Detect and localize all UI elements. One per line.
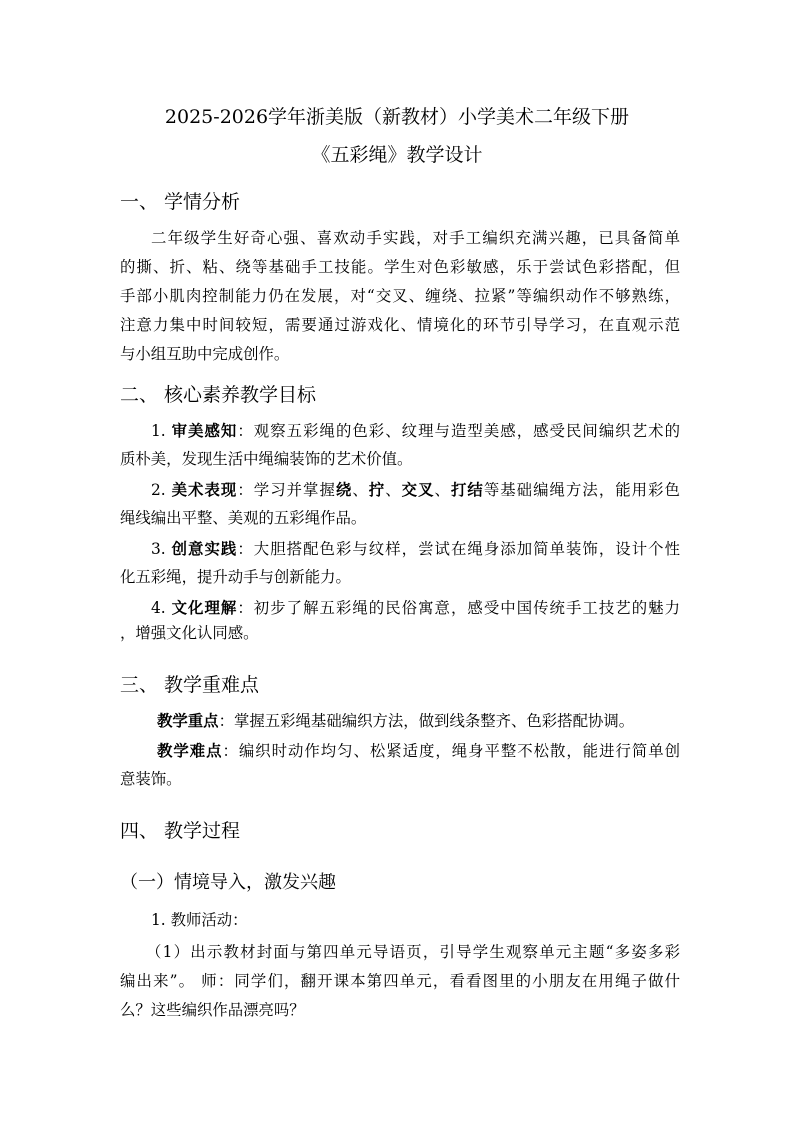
technique-keyword: 打结 (450, 481, 484, 499)
technique-keyword: 绕 (335, 481, 353, 499)
goal-label: 美术表现 (171, 481, 238, 499)
separator: 、 (385, 481, 402, 499)
goal-label: 创意实践 (171, 540, 238, 558)
goal-text: ：学习并掌握 (237, 481, 336, 499)
key-point-text: ：掌握五彩绳基础编织方法，做到线条整齐、色彩搭配协调。 (218, 712, 635, 730)
goal-3 (120, 539, 680, 559)
technique-keyword: 拧 (368, 481, 386, 499)
difficult-point-continued: 意装饰。 (120, 770, 182, 788)
paragraph-line: 的撕、折、粘、绕等基础手工技能。学生对色彩敏感，乐于尝试色彩搭配，但 (120, 258, 680, 276)
goal-2 (120, 480, 680, 500)
paragraph-line: 注意力集中时间较短，需要通过游戏化、情境化的环节引导学习，在直观示范 (120, 316, 680, 334)
section-heading-teaching-process: 四、 教学过程 (120, 820, 241, 842)
separator: 、 (434, 481, 451, 499)
difficult-point (120, 741, 680, 761)
goal-3-continued: 化五彩绳，提升动手与创新能力。 (120, 568, 351, 586)
goal-label: 审美感知 (171, 422, 238, 440)
section-heading-core-goals: 二、 核心素养教学目标 (120, 384, 317, 406)
goal-number: 3. (151, 540, 166, 558)
goal-4-continued: ，增强文化认同感。 (120, 624, 259, 642)
document-subtitle: 《五彩绳》教学设计 (311, 144, 483, 166)
document-title: 2025-2026学年浙美版（新教材）小学美术二年级下册 (164, 106, 630, 128)
separator: 、 (352, 481, 369, 499)
paragraph-line: 编出来”。 师：同学们，翻开课本第四单元，看看图里的小朋友在用绳子做什 (120, 972, 680, 990)
goal-text: ：大胆搭配色彩与纹样，尝试在绳身添加简单装饰，设计个性 (237, 540, 680, 558)
goal-text: 等基础编绳方法，能用彩色 (483, 481, 680, 499)
paragraph-line: 二年级学生好奇心强、喜欢动手实践，对手工编织充满兴趣，已具备简单 (151, 229, 680, 247)
difficult-point-label: 教学难点 (157, 742, 223, 760)
section-heading-learner-analysis: 一、 学情分析 (120, 191, 241, 213)
goal-4 (120, 598, 680, 618)
goal-number: 1. (151, 422, 166, 440)
goal-1-continued: 质朴美，发现生活中绳编装饰的艺术价值。 (120, 450, 413, 468)
goal-text: ：观察五彩绳的色彩、纹理与造型美感，感受民间编织艺术的 (237, 422, 680, 440)
paragraph-line: （1）出示教材封面与第四单元导语页，引导学生观察单元主题“多姿多彩 (146, 943, 680, 961)
key-point (120, 711, 680, 731)
paragraph-line: 与小组互助中完成创作。 (120, 345, 290, 363)
technique-keyword: 交叉 (401, 481, 435, 499)
difficult-point-text: ：编织时动作均匀、松紧适度，绳身平整不松散，能进行简单创 (222, 742, 680, 760)
teacher-activity-label: 1. 教师活动： (151, 911, 248, 929)
goal-label: 文化理解 (171, 599, 238, 617)
goal-2-continued: 绳线编出平整、美观的五彩绳作品。 (120, 509, 367, 527)
paragraph-line: 手部小肌肉控制能力仍在发展，对“交叉、缠绕、拉紧”等编织动作不够熟练， (120, 287, 680, 305)
goal-text: ：初步了解五彩绳的民俗寓意，感受中国传统手工技艺的魅力 (237, 599, 680, 617)
key-point-label: 教学重点 (157, 712, 219, 730)
goal-number: 2. (151, 481, 166, 499)
goal-number: 4. (151, 599, 166, 617)
section-heading-key-difficult-points: 三、 教学重难点 (120, 674, 260, 696)
goal-1 (120, 421, 680, 441)
paragraph-line: 么？这些编织作品漂亮吗？ (120, 1001, 305, 1019)
subsection-heading-introduction: （一）情境导入，激发兴趣 (120, 872, 336, 893)
